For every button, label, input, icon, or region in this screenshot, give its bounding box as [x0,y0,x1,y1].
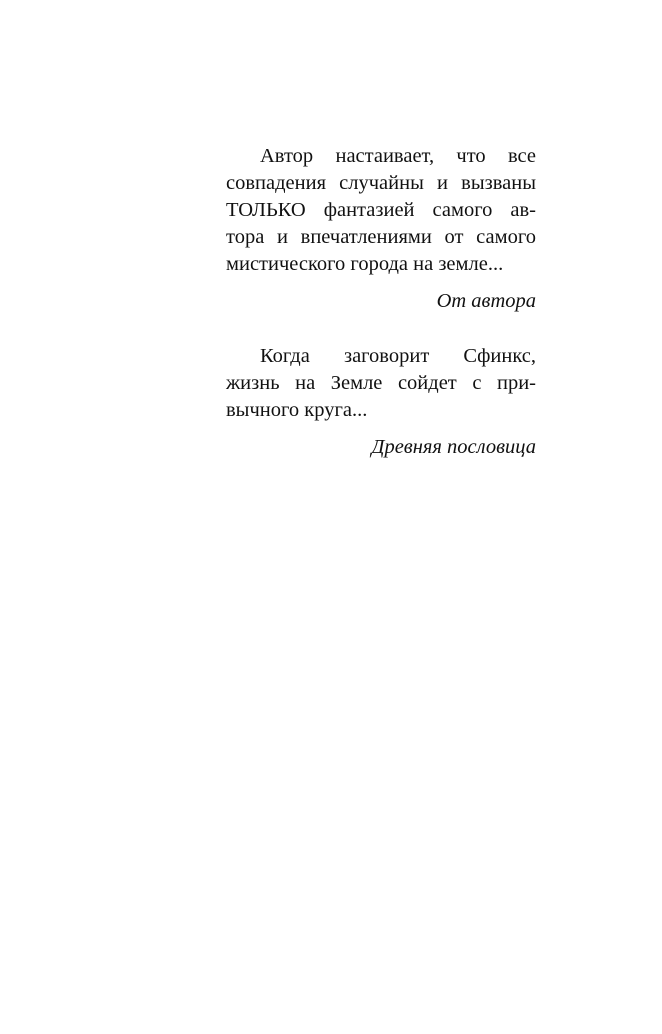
epigraph-line: тора и впечатлениями от самого [226,226,536,248]
epigraph-line: вычного круга... [226,399,368,421]
epigraph-attribution: От автора [436,290,536,312]
epigraph-line: Когда заговорит Сфинкс, [260,345,536,367]
epigraph-line: ТОЛЬКО фантазией самого ав- [226,199,536,221]
epigraph-author-note [226,143,536,315]
epigraph-line: жизнь на Земле сойдет с при- [226,372,536,394]
epigraph-line: Автор настаивает, что все [260,145,536,167]
epigraph-line: мистического города на земле... [226,253,504,275]
epigraph-proverb [226,343,536,461]
epigraph-attribution: Древняя пословица [371,436,536,458]
epigraph-line: совпадения случайны и вызваны [226,172,536,194]
